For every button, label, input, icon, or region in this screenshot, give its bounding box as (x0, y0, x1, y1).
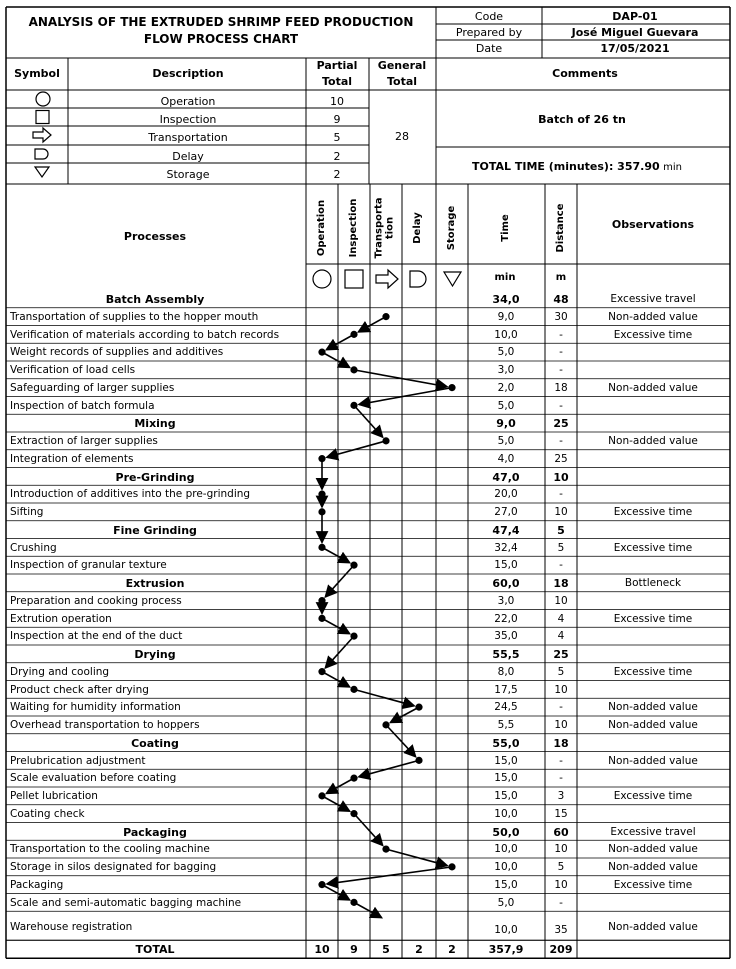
section-name: Fine Grinding (113, 523, 197, 537)
step-time: 35,0 (494, 630, 518, 643)
flow-node (318, 508, 325, 515)
flow-arrow (322, 796, 350, 811)
step-distance: - (559, 364, 563, 376)
flow-node (318, 881, 325, 888)
summary-label-transportation: Transportation (148, 131, 228, 144)
section-distance: 5 (557, 523, 565, 537)
flow-node (382, 846, 389, 853)
circle-icon (36, 92, 50, 106)
step-name: Introduction of additives into the pre-grinding (10, 488, 251, 501)
step-distance: - (559, 896, 563, 909)
section-distance: 10 (553, 470, 569, 484)
date-label: Date (475, 42, 503, 55)
step-time: 17,5 (494, 683, 518, 696)
step-time: 3,0 (497, 594, 515, 607)
triangle-icon (35, 167, 49, 177)
step-name: Inspection at the end of the duct (10, 630, 183, 643)
step-distance: 4 (557, 630, 565, 643)
flow-arrow (359, 760, 419, 776)
total-time: 357,9 (488, 943, 524, 957)
step-distance: 10 (554, 594, 568, 607)
step-distance: - (559, 559, 563, 572)
general-total-header-1: General (377, 59, 427, 72)
step-name: Weight records of supplies and additives (10, 346, 224, 359)
observation-text: Non-added value (608, 843, 698, 856)
delay-header-d-icon (410, 271, 426, 287)
step-time: 10,0 (494, 807, 518, 820)
flow-arrow (326, 334, 354, 349)
flow-arrow (322, 885, 350, 900)
partial-total-header-2: Total (321, 75, 353, 88)
observation-text: Excessive time (613, 790, 693, 802)
step-time: 9,0 (497, 310, 515, 323)
step-distance: 18 (554, 381, 568, 394)
flow-node (318, 544, 325, 551)
storage-header-triangle-icon (444, 272, 461, 286)
observation-text: Excessive time (613, 665, 693, 678)
step-distance: 3 (557, 790, 565, 802)
observation-text: Non-added value (608, 861, 698, 873)
flow-node (350, 810, 357, 817)
operation-column-header: Operation (315, 199, 327, 257)
step-name: Extrution operation (10, 612, 112, 625)
flow-arrow (327, 441, 386, 457)
step-distance: 10 (554, 843, 568, 856)
section-time: 60,0 (492, 577, 520, 590)
section-name: Batch Assembly (105, 293, 205, 306)
step-distance: - (559, 346, 563, 359)
step-distance: 25 (554, 452, 568, 465)
summary-value-storage: 2 (333, 168, 341, 181)
observation-text: Excessive time (613, 878, 693, 891)
step-distance: - (559, 772, 563, 785)
flow-node (318, 349, 325, 356)
step-time: 10,0 (494, 861, 518, 873)
summary-value-operation: 10 (330, 95, 344, 108)
step-time: 15,0 (494, 754, 518, 767)
step-distance: 5 (557, 665, 565, 678)
summary-label-inspection: Inspection (159, 113, 217, 126)
step-distance: 4 (557, 612, 565, 625)
total-label: TOTAL (135, 943, 175, 957)
step-name: Integration of elements (10, 452, 134, 465)
flow-arrow (326, 778, 354, 793)
code-value: DAP-01 (612, 10, 658, 23)
flow-arrow (390, 707, 419, 722)
section-name: Packaging (123, 825, 187, 839)
total-inspection: 9 (350, 943, 358, 957)
transportation-column-header (375, 198, 396, 259)
code-label: Code (474, 10, 504, 23)
flow-node (350, 686, 357, 693)
distance-unit: m (555, 272, 567, 283)
observation-text: Excessive travel (610, 825, 696, 838)
summary-value-transportation: 5 (333, 131, 341, 144)
flow-arrow (386, 725, 416, 757)
flow-node (350, 366, 357, 373)
step-time: 24,5 (494, 701, 518, 714)
flow-node (415, 757, 422, 764)
summary-label-delay: Delay (172, 150, 204, 163)
step-distance: - (559, 754, 563, 767)
flow-arrow (354, 370, 447, 387)
delay-icon (35, 149, 48, 159)
step-distance: 5 (557, 861, 565, 873)
step-name: Waiting for humidity information (10, 701, 181, 714)
flow-node (382, 313, 389, 320)
step-distance: 15 (554, 807, 568, 820)
section-distance: 25 (553, 417, 569, 431)
observation-text: Excessive travel (610, 293, 696, 305)
step-time: 20,0 (494, 488, 518, 501)
section-distance: 60 (553, 825, 569, 839)
observation-text: Excessive time (613, 612, 693, 625)
summary-label-operation: Operation (160, 95, 216, 108)
step-name: Preparation and cooking process (10, 594, 182, 607)
step-time: 10,0 (494, 843, 518, 856)
flow-arrow (359, 388, 452, 405)
observation-text: Excessive time (613, 541, 693, 554)
flow-node (318, 597, 325, 604)
step-time: 15,0 (494, 559, 518, 572)
section-distance: 18 (553, 577, 569, 590)
flow-arrow (386, 849, 447, 865)
section-time: 55,5 (492, 648, 520, 661)
step-time: 32,4 (494, 541, 518, 554)
step-name: Transportation to the cooling machine (10, 843, 210, 856)
comments-header: Comments (552, 67, 618, 80)
total-transportation: 5 (382, 943, 390, 957)
section-time: 47,4 (492, 523, 520, 537)
observation-text: Non-added value (608, 310, 698, 323)
section-time: 47,0 (492, 470, 520, 484)
step-name: Coating check (10, 807, 85, 820)
distance-column-header: Distance (554, 203, 566, 253)
step-name: Sifting (10, 506, 44, 518)
flow-node (318, 615, 325, 622)
flow-node (318, 668, 325, 675)
section-name: Extrusion (125, 577, 185, 590)
flow-arrow (354, 689, 414, 705)
delay-column-header: Delay (411, 212, 423, 244)
transportation-header-line1: Transporta (373, 197, 385, 259)
step-distance: - (559, 399, 563, 412)
step-time: 8,0 (497, 665, 515, 678)
total-storage: 2 (448, 943, 456, 957)
observation-text: Excessive time (613, 328, 693, 341)
step-name: Warehouse registration (10, 921, 133, 934)
step-name: Prelubrication adjustment (10, 754, 146, 767)
transportation-header-line2: tion (384, 216, 395, 240)
symbol-header: Symbol (14, 67, 60, 80)
summary-value-delay: 2 (333, 150, 341, 163)
step-time: 5,0 (497, 346, 515, 359)
total-distance: 209 (549, 943, 573, 957)
step-name: Packaging (10, 878, 64, 891)
prepared-by-label: Prepared by (455, 26, 523, 39)
flow-node (448, 863, 455, 870)
operation-header-circle-icon (313, 270, 331, 288)
description-header: Description (152, 67, 224, 80)
step-distance: - (559, 435, 563, 447)
section-time: 50,0 (492, 825, 520, 839)
step-time: 4,0 (497, 452, 515, 465)
processes-header: Processes (123, 230, 187, 243)
storage-column-header: Storage (445, 205, 457, 251)
step-time: 15,0 (494, 790, 518, 802)
date-value: 17/05/2021 (600, 42, 670, 55)
observation-text: Non-added value (608, 381, 698, 394)
flow-node (350, 331, 357, 338)
step-distance: - (559, 488, 563, 501)
chart-title-line1: ANALYSIS OF THE EXTRUDED SHRIMP FEED PRODUCTION (28, 15, 414, 29)
flow-node (350, 402, 357, 409)
prepared-by-value: José Miguel Guevara (571, 26, 699, 39)
square-icon (36, 111, 49, 124)
time-column-header: Time (499, 214, 511, 242)
observation-text: Non-added value (608, 754, 698, 767)
flow-node (382, 437, 389, 444)
step-name: Verification of materials according to batch records (10, 328, 280, 341)
section-name: Mixing (134, 417, 176, 431)
step-name: Drying and cooling (10, 665, 110, 678)
flow-node (415, 704, 422, 711)
chart-title-line2: FLOW PROCESS CHART (143, 32, 299, 46)
step-time: 3,0 (497, 364, 515, 376)
flow-arrow (354, 902, 382, 917)
step-distance: - (559, 328, 563, 341)
inspection-column-header: Inspection (347, 198, 359, 258)
step-time: 27,0 (494, 506, 518, 518)
summary-value-inspection: 9 (333, 113, 341, 126)
total-delay: 2 (415, 943, 423, 957)
general-total-value: 28 (395, 130, 409, 143)
observation-text: Excessive time (613, 506, 693, 518)
total-time-label: TOTAL TIME (minutes): 357.90 (472, 160, 660, 173)
section-name: Coating (131, 736, 179, 750)
summary-label-storage: Storage (166, 168, 210, 181)
section-name: Drying (134, 648, 176, 661)
batch-size: Batch of 26 tn (538, 113, 626, 126)
step-time: 5,0 (497, 896, 515, 909)
general-total-header-2: Total (386, 75, 418, 88)
step-time: 22,0 (494, 612, 518, 625)
transportation-header-arrow-icon (376, 270, 398, 288)
step-name: Scale evaluation before coating (10, 772, 177, 785)
observation-text: Non-added value (608, 921, 698, 934)
section-time: 9,0 (496, 417, 516, 431)
flow-arrow (322, 672, 350, 687)
total-time-summary (472, 161, 682, 173)
time-unit: min (494, 272, 516, 283)
step-name: Transportation of supplies to the hopper mouth (10, 310, 259, 323)
observation-text: Bottleneck (624, 577, 682, 589)
flow-node (350, 899, 357, 906)
step-time: 15,0 (494, 772, 518, 785)
section-time: 34,0 (492, 293, 520, 306)
inspection-header-square-icon (345, 270, 363, 288)
step-distance: 10 (554, 878, 568, 891)
step-time: 2,0 (497, 381, 515, 394)
flow-node (318, 455, 325, 462)
flow-node (318, 491, 325, 498)
step-name: Storage in silos designated for bagging (10, 861, 217, 873)
flow-node (318, 792, 325, 799)
step-distance: 30 (554, 310, 568, 323)
observation-text: Non-added value (608, 435, 698, 447)
step-distance: 10 (554, 506, 568, 518)
flow-arrow (322, 547, 350, 562)
flow-node (350, 562, 357, 569)
section-distance: 48 (553, 293, 569, 306)
arrow-icon (33, 128, 51, 142)
step-name: Inspection of granular texture (10, 559, 167, 572)
section-name: Pre-Grinding (115, 470, 195, 484)
flow-node (350, 633, 357, 640)
step-time: 5,0 (497, 435, 515, 447)
step-distance: - (559, 701, 563, 714)
observation-text: Non-added value (608, 701, 698, 714)
flow-arrow (358, 317, 386, 332)
section-distance: 25 (553, 648, 569, 661)
total-operation: 10 (314, 943, 330, 957)
step-name: Scale and semi-automatic bagging machine (10, 896, 242, 909)
flow-node (350, 775, 357, 782)
step-distance: 35 (554, 924, 568, 937)
step-name: Pellet lubrication (10, 790, 98, 802)
step-time: 5,5 (497, 719, 515, 731)
step-name: Overhead transportation to hoppers (10, 719, 200, 731)
flow-arrow (322, 352, 350, 367)
step-time: 5,0 (497, 399, 515, 412)
observations-header: Observations (611, 218, 695, 231)
partial-total-header-1: Partial (316, 59, 358, 72)
step-distance: 5 (557, 541, 565, 554)
step-time: 15,0 (494, 878, 518, 891)
total-time-unit: min (663, 162, 682, 173)
step-name: Crushing (10, 541, 57, 554)
step-distance: 10 (554, 719, 568, 731)
step-name: Product check after drying (10, 683, 149, 696)
step-time: 10,0 (494, 328, 518, 341)
step-time: 10,0 (494, 924, 518, 937)
step-name: Extraction of larger supplies (10, 435, 158, 447)
flow-arrow (322, 618, 350, 633)
flow-node (448, 384, 455, 391)
section-distance: 18 (553, 736, 569, 750)
observation-text: Non-added value (608, 719, 698, 731)
step-distance: 10 (554, 683, 568, 696)
step-name: Verification of load cells (10, 364, 136, 376)
flow-node (382, 721, 389, 728)
section-time: 55,0 (492, 736, 520, 750)
step-name: Inspection of batch formula (10, 399, 155, 412)
step-name: Safeguarding of larger supplies (10, 381, 175, 394)
